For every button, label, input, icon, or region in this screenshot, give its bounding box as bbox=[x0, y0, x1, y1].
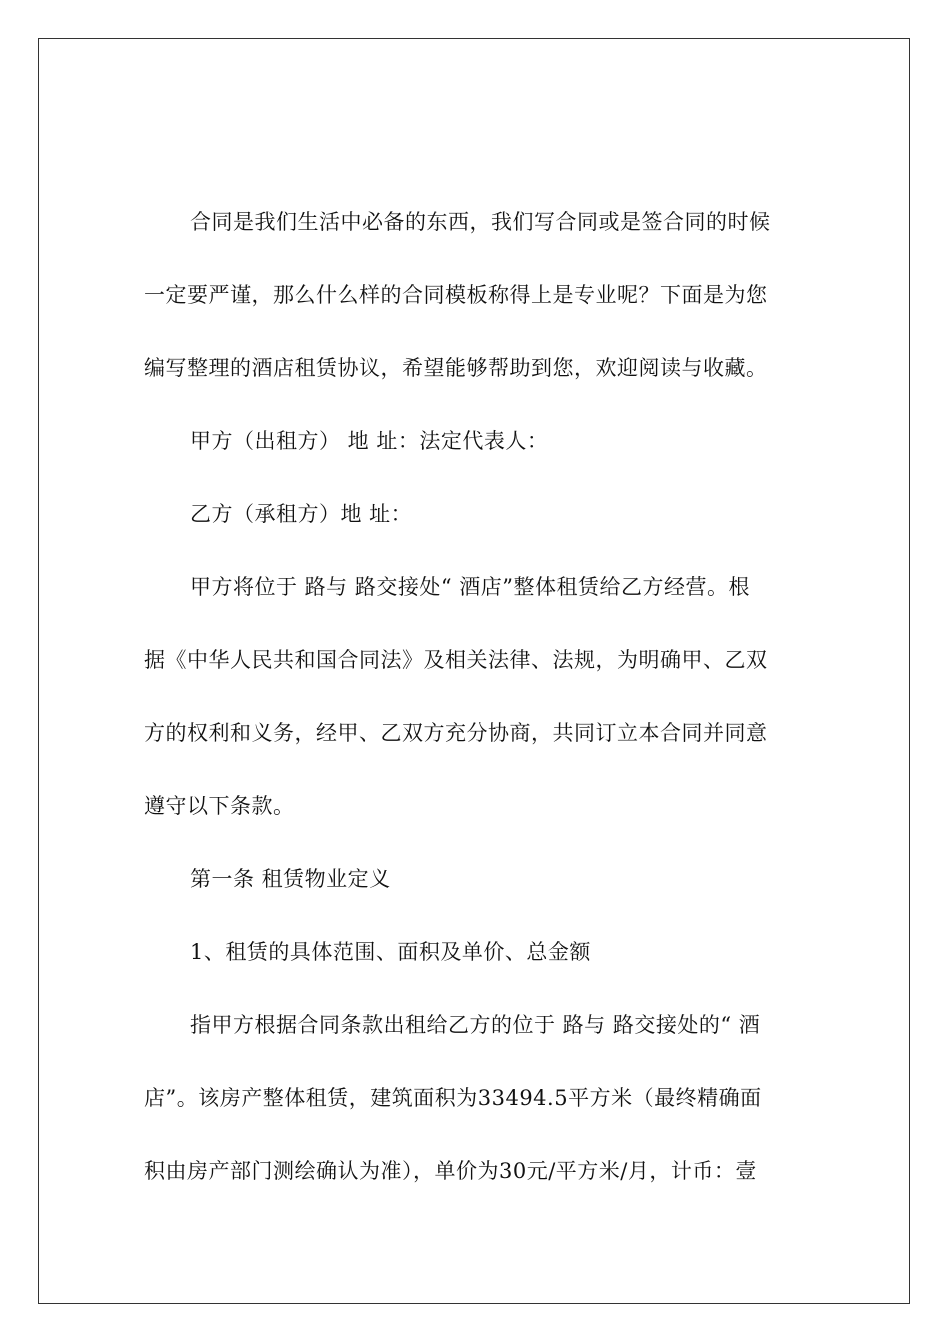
paragraph-line: 编写整理的酒店租赁协议，希望能够帮助到您，欢迎阅读与收藏。 bbox=[144, 356, 768, 380]
paragraph-line: 店”。该房产整体租赁，建筑面积为33494.5平方米（最终精确面 bbox=[144, 1086, 762, 1110]
party-b-line: 乙方（承租方）地 址： bbox=[190, 502, 413, 526]
paragraph-line: 指甲方根据合同条款出租给乙方的位于 路与 路交接处的“ 酒 bbox=[190, 1013, 761, 1037]
paragraph-line: 据《中华人民共和国合同法》及相关法律、法规，为明确甲、乙双 bbox=[144, 648, 768, 672]
paragraph-line: 一定要严谨，那么什么样的合同模板称得上是专业呢？下面是为您 bbox=[144, 283, 768, 307]
paragraph-line: 积由房产部门测绘确认为准），单价为30元/平方米/月，计币：壹 bbox=[144, 1159, 757, 1183]
paragraph-line: 合同是我们生活中必备的东西，我们写合同或是签合同的时候 bbox=[190, 210, 771, 234]
paragraph-line: 方的权利和义务，经甲、乙双方充分协商，共同订立本合同并同意 bbox=[144, 721, 768, 745]
article-heading: 第一条 租赁物业定义 bbox=[190, 867, 391, 891]
paragraph-line: 遵守以下条款。 bbox=[144, 794, 295, 818]
paragraph-line: 甲方将位于 路与 路交接处“ 酒店”整体租赁给乙方经营。根 bbox=[190, 575, 750, 599]
clause-heading: 1、租赁的具体范围、面积及单价、总金额 bbox=[190, 940, 591, 964]
party-a-line: 甲方（出租方） 地 址：法定代表人： bbox=[190, 429, 549, 453]
